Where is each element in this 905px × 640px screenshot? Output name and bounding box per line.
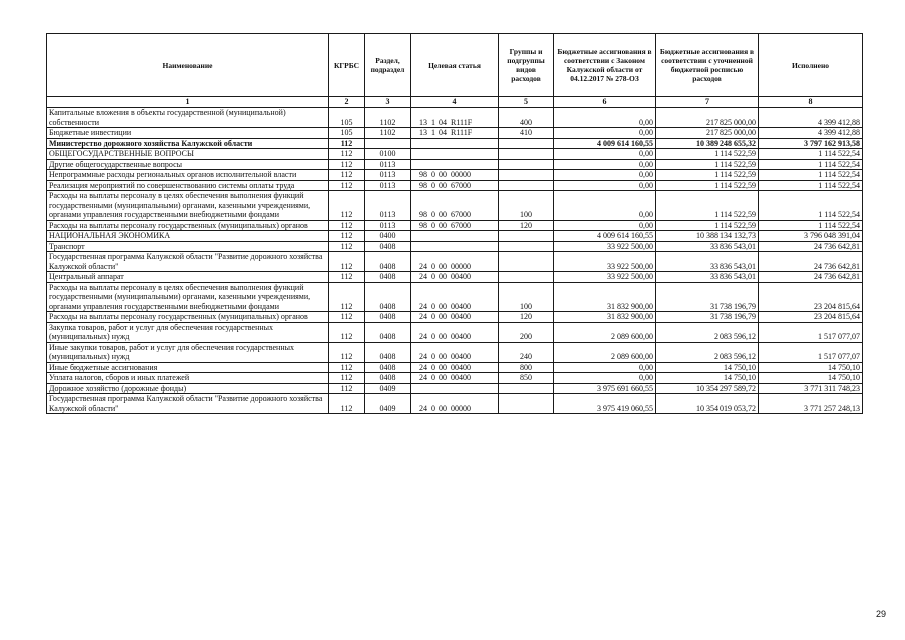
row-target: 98 0 00 00000 — [411, 170, 499, 181]
table-row — [47, 312, 863, 323]
row-section: 0408 — [365, 312, 411, 323]
row-name: Расходы на выплаты персоналу государственных (муниципальных) органов — [47, 312, 329, 323]
row-law-allocation: 0,00 — [554, 373, 656, 384]
table-row — [47, 138, 863, 149]
row-kgrbs: 112 — [329, 322, 365, 342]
column-number: 2 — [329, 97, 365, 108]
table-row — [47, 180, 863, 191]
row-section: 0408 — [365, 282, 411, 312]
header-group: Группы и подгруппы видов расходов — [499, 34, 554, 97]
row-name: Государственная программа Калужской области "Развитие дорожного хозяйства Калужской области" — [47, 394, 329, 414]
row-name: Иные закупки товаров, работ и услуг для обеспечения государственных (муниципальных) нужд — [47, 342, 329, 362]
table-row — [47, 383, 863, 394]
row-name: Другие общегосударственные вопросы — [47, 159, 329, 170]
row-group: 200 — [499, 322, 554, 342]
row-executed: 24 736 642,81 — [759, 241, 863, 252]
row-executed: 24 736 642,81 — [759, 252, 863, 272]
row-section: 0113 — [365, 180, 411, 191]
header-executed: Исполнено — [759, 34, 863, 97]
page-number: 29 — [876, 609, 887, 619]
row-section: 0113 — [365, 220, 411, 231]
row-target: 13 1 04 R111F — [411, 108, 499, 128]
table-row — [47, 373, 863, 384]
header-name: Наименование — [47, 34, 329, 97]
row-section: 0408 — [365, 322, 411, 342]
row-list-allocation: 10 354 297 589,72 — [656, 383, 759, 394]
row-section: 1102 — [365, 108, 411, 128]
row-list-allocation: 14 750,10 — [656, 362, 759, 373]
row-name: Непрограммные расходы региональных органов исполнительной власти — [47, 170, 329, 181]
row-target: 98 0 00 67000 — [411, 191, 499, 221]
row-law-allocation: 4 009 614 160,55 — [554, 138, 656, 149]
row-section: 0113 — [365, 191, 411, 221]
row-name: НАЦИОНАЛЬНАЯ ЭКОНОМИКА — [47, 231, 329, 242]
row-law-allocation: 4 009 614 160,55 — [554, 231, 656, 242]
row-law-allocation: 31 832 900,00 — [554, 282, 656, 312]
row-list-allocation: 14 750,10 — [656, 373, 759, 384]
row-list-allocation: 217 825 000,00 — [656, 128, 759, 139]
row-group — [499, 149, 554, 160]
row-target: 24 0 00 00400 — [411, 272, 499, 283]
row-group: 240 — [499, 342, 554, 362]
column-number: 4 — [411, 97, 499, 108]
row-executed: 4 399 412,88 — [759, 128, 863, 139]
row-kgrbs: 112 — [329, 282, 365, 312]
row-target — [411, 231, 499, 242]
row-section: 1102 — [365, 128, 411, 139]
row-group: 120 — [499, 220, 554, 231]
row-kgrbs: 112 — [329, 252, 365, 272]
row-law-allocation: 0,00 — [554, 191, 656, 221]
row-section: 0408 — [365, 362, 411, 373]
header-kgrbs: КГРБС — [329, 34, 365, 97]
row-executed: 1 114 522,54 — [759, 149, 863, 160]
row-target: 24 0 00 00000 — [411, 394, 499, 414]
row-target: 24 0 00 00000 — [411, 252, 499, 272]
row-list-allocation: 1 114 522,59 — [656, 159, 759, 170]
row-name: Реализация мероприятий по совершенствованию системы оплаты труда — [47, 180, 329, 191]
row-section — [365, 138, 411, 149]
row-kgrbs: 112 — [329, 138, 365, 149]
row-group: 850 — [499, 373, 554, 384]
row-target: 13 1 04 R111F — [411, 128, 499, 139]
row-list-allocation: 33 836 543,01 — [656, 241, 759, 252]
header-target: Целевая статья — [411, 34, 499, 97]
row-kgrbs: 112 — [329, 170, 365, 181]
row-list-allocation: 217 825 000,00 — [656, 108, 759, 128]
row-section: 0100 — [365, 149, 411, 160]
row-target — [411, 241, 499, 252]
row-kgrbs: 112 — [329, 149, 365, 160]
row-group — [499, 241, 554, 252]
row-law-allocation: 33 922 500,00 — [554, 272, 656, 283]
row-executed: 1 517 077,07 — [759, 322, 863, 342]
header-law-allocations: Бюджетные ассигнования в соответствии с Законом Калужской области от 04.12.2017 № 278-ОЗ — [554, 34, 656, 97]
row-executed: 3 796 048 391,04 — [759, 231, 863, 242]
row-name: Бюджетные инвестиции — [47, 128, 329, 139]
row-group — [499, 394, 554, 414]
row-list-allocation: 1 114 522,59 — [656, 170, 759, 181]
row-target — [411, 383, 499, 394]
row-executed: 1 114 522,54 — [759, 191, 863, 221]
row-target: 24 0 00 00400 — [411, 322, 499, 342]
row-target: 24 0 00 00400 — [411, 312, 499, 323]
row-law-allocation: 33 922 500,00 — [554, 241, 656, 252]
row-section: 0408 — [365, 241, 411, 252]
row-list-allocation: 1 114 522,59 — [656, 220, 759, 231]
row-law-allocation: 3 975 419 060,55 — [554, 394, 656, 414]
row-section: 0408 — [365, 252, 411, 272]
row-executed: 23 204 815,64 — [759, 312, 863, 323]
row-executed: 3 771 311 748,23 — [759, 383, 863, 394]
row-section: 0113 — [365, 170, 411, 181]
row-executed: 24 736 642,81 — [759, 272, 863, 283]
row-group: 100 — [499, 191, 554, 221]
table-body — [47, 108, 863, 414]
row-group: 800 — [499, 362, 554, 373]
row-executed: 4 399 412,88 — [759, 108, 863, 128]
table-row — [47, 252, 863, 272]
column-number: 5 — [499, 97, 554, 108]
row-name: Центральный аппарат — [47, 272, 329, 283]
row-kgrbs: 112 — [329, 394, 365, 414]
row-executed: 1 517 077,07 — [759, 342, 863, 362]
row-kgrbs: 112 — [329, 180, 365, 191]
row-group — [499, 170, 554, 181]
row-target: 24 0 00 00400 — [411, 342, 499, 362]
row-group — [499, 383, 554, 394]
row-section: 0408 — [365, 373, 411, 384]
row-name: Иные бюджетные ассигнования — [47, 362, 329, 373]
row-list-allocation: 1 114 522,59 — [656, 180, 759, 191]
table-row — [47, 128, 863, 139]
table-row — [47, 159, 863, 170]
row-executed: 3 797 162 913,58 — [759, 138, 863, 149]
header-list-allocations: Бюджетные ассигнования в соответствии с уточненной бюджетной росписью расходов — [656, 34, 759, 97]
row-list-allocation: 33 836 543,01 — [656, 272, 759, 283]
row-list-allocation: 1 114 522,59 — [656, 149, 759, 160]
row-name: Закупка товаров, работ и услуг для обеспечения государственных (муниципальных) нужд — [47, 322, 329, 342]
row-list-allocation: 2 083 596,12 — [656, 322, 759, 342]
column-number: 3 — [365, 97, 411, 108]
column-number-row — [47, 97, 863, 108]
row-executed: 23 204 815,64 — [759, 282, 863, 312]
row-group — [499, 252, 554, 272]
table-header-row — [47, 34, 863, 97]
row-section: 0408 — [365, 272, 411, 283]
row-kgrbs: 112 — [329, 373, 365, 384]
table-row — [47, 272, 863, 283]
row-kgrbs: 112 — [329, 191, 365, 221]
table-row — [47, 241, 863, 252]
row-law-allocation: 2 089 600,00 — [554, 322, 656, 342]
row-section: 0409 — [365, 383, 411, 394]
row-target: 24 0 00 00400 — [411, 362, 499, 373]
row-target — [411, 138, 499, 149]
budget-table — [46, 33, 863, 414]
row-law-allocation: 0,00 — [554, 128, 656, 139]
row-target — [411, 149, 499, 160]
row-executed: 14 750,10 — [759, 373, 863, 384]
row-list-allocation: 33 836 543,01 — [656, 252, 759, 272]
row-target: 98 0 00 67000 — [411, 180, 499, 191]
table-row — [47, 362, 863, 373]
row-law-allocation: 0,00 — [554, 149, 656, 160]
row-kgrbs: 105 — [329, 108, 365, 128]
table-row — [47, 322, 863, 342]
row-executed: 1 114 522,54 — [759, 170, 863, 181]
row-name: Расходы на выплаты персоналу в целях обеспечения выполнения функций государственными (муниципальными) органами, казенными учреждениями, органами управления государственными внебюджетными фондами — [47, 282, 329, 312]
row-name: Уплата налогов, сборов и иных платежей — [47, 373, 329, 384]
row-group: 120 — [499, 312, 554, 323]
table-row — [47, 342, 863, 362]
row-executed: 1 114 522,54 — [759, 159, 863, 170]
row-law-allocation: 0,00 — [554, 170, 656, 181]
row-section: 0113 — [365, 159, 411, 170]
row-law-allocation: 0,00 — [554, 220, 656, 231]
table-row — [47, 394, 863, 414]
row-law-allocation: 0,00 — [554, 108, 656, 128]
row-kgrbs: 112 — [329, 159, 365, 170]
table-row — [47, 108, 863, 128]
column-number: 8 — [759, 97, 863, 108]
row-name: Министерство дорожного хозяйства Калужской области — [47, 138, 329, 149]
row-group — [499, 159, 554, 170]
table-row — [47, 170, 863, 181]
row-target — [411, 159, 499, 170]
column-number: 1 — [47, 97, 329, 108]
row-group: 410 — [499, 128, 554, 139]
row-kgrbs: 112 — [329, 231, 365, 242]
row-law-allocation: 3 975 691 660,55 — [554, 383, 656, 394]
column-number: 6 — [554, 97, 656, 108]
row-group — [499, 180, 554, 191]
row-name: Расходы на выплаты персоналу государственных (муниципальных) органов — [47, 220, 329, 231]
row-group — [499, 272, 554, 283]
row-name: Капитальные вложения в объекты государственной (муниципальной) собственности — [47, 108, 329, 128]
row-section: 0408 — [365, 342, 411, 362]
row-law-allocation: 0,00 — [554, 180, 656, 191]
row-list-allocation: 10 389 248 655,32 — [656, 138, 759, 149]
row-executed: 1 114 522,54 — [759, 220, 863, 231]
row-law-allocation: 2 089 600,00 — [554, 342, 656, 362]
row-executed: 1 114 522,54 — [759, 180, 863, 191]
row-target: 98 0 00 67000 — [411, 220, 499, 231]
row-name: Расходы на выплаты персоналу в целях обеспечения выполнения функций государственными (муниципальными) органами, казенными учреждениями, органами управления государственными внебюджетными фондами — [47, 191, 329, 221]
row-kgrbs: 112 — [329, 272, 365, 283]
row-law-allocation: 0,00 — [554, 362, 656, 373]
row-kgrbs: 112 — [329, 342, 365, 362]
row-list-allocation: 10 354 019 053,72 — [656, 394, 759, 414]
row-list-allocation: 1 114 522,59 — [656, 191, 759, 221]
row-list-allocation: 31 738 196,79 — [656, 312, 759, 323]
row-section: 0409 — [365, 394, 411, 414]
row-group — [499, 138, 554, 149]
row-group: 400 — [499, 108, 554, 128]
row-name: Государственная программа Калужской области "Развитие дорожного хозяйства Калужской области" — [47, 252, 329, 272]
table-row — [47, 220, 863, 231]
row-executed: 3 771 257 248,13 — [759, 394, 863, 414]
row-law-allocation: 33 922 500,00 — [554, 252, 656, 272]
row-kgrbs: 112 — [329, 312, 365, 323]
table-row — [47, 282, 863, 312]
row-law-allocation: 0,00 — [554, 159, 656, 170]
row-name: ОБЩЕГОСУДАРСТВЕННЫЕ ВОПРОСЫ — [47, 149, 329, 160]
row-kgrbs: 112 — [329, 241, 365, 252]
row-kgrbs: 112 — [329, 220, 365, 231]
row-kgrbs: 112 — [329, 383, 365, 394]
row-name: Транспорт — [47, 241, 329, 252]
row-list-allocation: 31 738 196,79 — [656, 282, 759, 312]
row-kgrbs: 112 — [329, 362, 365, 373]
row-executed: 14 750,10 — [759, 362, 863, 373]
header-section: Раздел, подраздел — [365, 34, 411, 97]
column-number: 7 — [656, 97, 759, 108]
row-law-allocation: 31 832 900,00 — [554, 312, 656, 323]
table-row — [47, 191, 863, 221]
row-kgrbs: 105 — [329, 128, 365, 139]
row-name: Дорожное хозяйство (дорожные фонды) — [47, 383, 329, 394]
row-list-allocation: 10 388 134 132,73 — [656, 231, 759, 242]
table-row — [47, 231, 863, 242]
row-target: 24 0 00 00400 — [411, 373, 499, 384]
row-group: 100 — [499, 282, 554, 312]
row-section: 0400 — [365, 231, 411, 242]
row-group — [499, 231, 554, 242]
row-target: 24 0 00 00400 — [411, 282, 499, 312]
row-list-allocation: 2 083 596,12 — [656, 342, 759, 362]
table-row — [47, 149, 863, 160]
